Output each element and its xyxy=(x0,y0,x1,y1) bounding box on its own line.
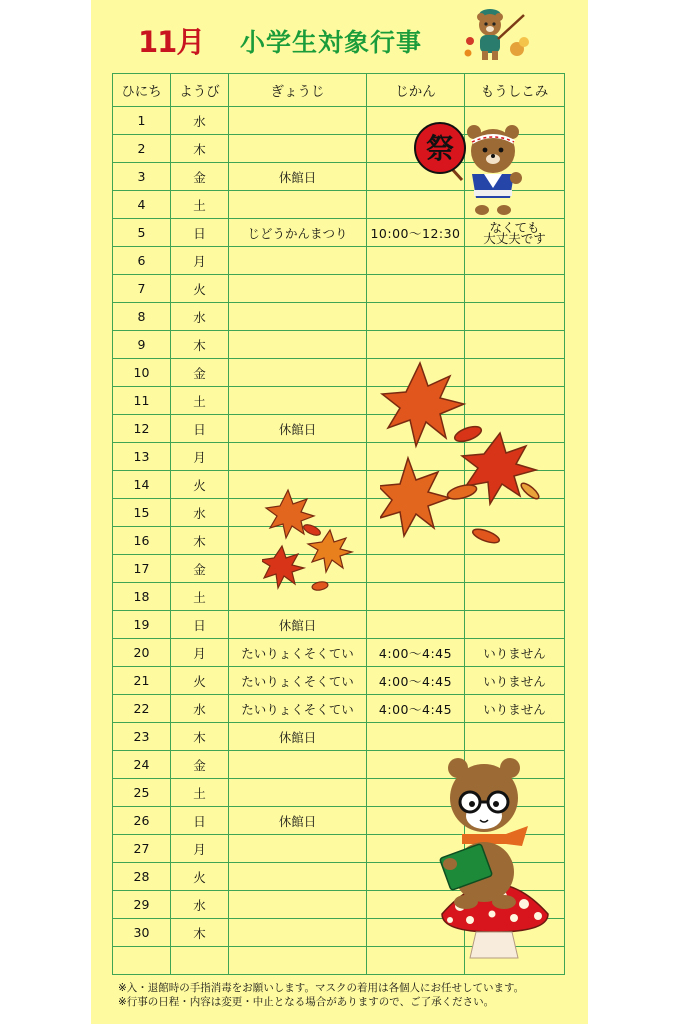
cell-weekday: 金 xyxy=(171,555,229,583)
cell-event xyxy=(229,247,367,275)
cell-day: 20 xyxy=(113,639,171,667)
cell-weekday: 水 xyxy=(171,695,229,723)
cell-day: 24 xyxy=(113,751,171,779)
cell-weekday: 木 xyxy=(171,527,229,555)
cell-day: 5 xyxy=(113,219,171,247)
cell-day: 30 xyxy=(113,919,171,947)
festival-sign-text: 祭 xyxy=(425,132,455,165)
cell-event xyxy=(229,359,367,387)
cell-event xyxy=(229,107,367,135)
cell-event: 休館日 xyxy=(229,807,367,835)
cell-weekday: 金 xyxy=(171,751,229,779)
cell-weekday: 金 xyxy=(171,163,229,191)
cell-event xyxy=(229,387,367,415)
cell-application xyxy=(465,331,565,359)
cell-time: 10:00～12:30 xyxy=(367,219,465,247)
cell-time: 4:00～4:45 xyxy=(367,667,465,695)
cell-event xyxy=(229,275,367,303)
note-hand-sanitize: ※入・退館時の手指消毒をお願いします。マスクの着用は各個人にお任せしています。 xyxy=(118,982,525,994)
cell-weekday: 日 xyxy=(171,807,229,835)
page-title: 小学生対象行事 xyxy=(240,28,423,57)
cell-event xyxy=(229,751,367,779)
table-row xyxy=(113,723,565,751)
cell-weekday: 土 xyxy=(171,583,229,611)
cell-day: 12 xyxy=(113,415,171,443)
bear-painter-icon xyxy=(462,5,534,67)
cell-weekday: 土 xyxy=(171,387,229,415)
cell-weekday: 火 xyxy=(171,863,229,891)
cell-day: 23 xyxy=(113,723,171,751)
cell-day: 3 xyxy=(113,163,171,191)
cell-day: 19 xyxy=(113,611,171,639)
cell-event: たいりょくそくてい xyxy=(229,639,367,667)
cell-weekday: 日 xyxy=(171,611,229,639)
cell-day: 26 xyxy=(113,807,171,835)
note-schedule-change: ※行事の日程・内容は変更・中止となる場合がありますので、ご了承ください。 xyxy=(118,996,495,1008)
cell-event xyxy=(229,779,367,807)
cell-weekday: 水 xyxy=(171,499,229,527)
cell-weekday: 火 xyxy=(171,275,229,303)
cell-weekday: 金 xyxy=(171,359,229,387)
cell-time xyxy=(367,247,465,275)
cell-weekday: 日 xyxy=(171,415,229,443)
cell-time xyxy=(367,275,465,303)
cell-weekday: 日 xyxy=(171,219,229,247)
cell-time xyxy=(367,555,465,583)
cell-weekday: 月 xyxy=(171,247,229,275)
column-header-event: ぎょうじ xyxy=(229,74,367,107)
table-row xyxy=(113,639,565,667)
cell-event: たいりょくそくてい xyxy=(229,695,367,723)
cell-event: じどうかんまつり xyxy=(229,219,367,247)
table-row xyxy=(113,611,565,639)
cell-day: 28 xyxy=(113,863,171,891)
cell-weekday: 土 xyxy=(171,779,229,807)
column-header-weekday: ようび xyxy=(171,74,229,107)
cell-day: 1 xyxy=(113,107,171,135)
cell-weekday: 木 xyxy=(171,919,229,947)
cell-weekday: 木 xyxy=(171,135,229,163)
table-row xyxy=(113,667,565,695)
cell-application: いりません xyxy=(465,639,565,667)
cell-event xyxy=(229,303,367,331)
cell-weekday: 月 xyxy=(171,443,229,471)
cell-application xyxy=(465,303,565,331)
cell-weekday: 土 xyxy=(171,191,229,219)
cell-event: たいりょくそくてい xyxy=(229,667,367,695)
cell-day: 8 xyxy=(113,303,171,331)
cell-day: 25 xyxy=(113,779,171,807)
cell-event xyxy=(229,191,367,219)
cell-day: 13 xyxy=(113,443,171,471)
cell-day: 27 xyxy=(113,835,171,863)
bear-reading-icon xyxy=(436,754,554,964)
cell-day: 21 xyxy=(113,667,171,695)
cell-application: なくても 大丈夫です xyxy=(465,219,565,247)
cell-weekday: 木 xyxy=(171,723,229,751)
cell-day: 14 xyxy=(113,471,171,499)
cell-day: 17 xyxy=(113,555,171,583)
cell-day: 4 xyxy=(113,191,171,219)
table-header-row xyxy=(113,74,565,107)
cell-weekday: 火 xyxy=(171,471,229,499)
cell-day: 9 xyxy=(113,331,171,359)
maple-leaves-icon xyxy=(380,358,545,548)
cell-event: 休館日 xyxy=(229,163,367,191)
table-row xyxy=(113,303,565,331)
cell-weekday: 月 xyxy=(171,835,229,863)
cell-weekday: 水 xyxy=(171,891,229,919)
cell-weekday: 木 xyxy=(171,331,229,359)
cell-weekday xyxy=(171,947,229,975)
cell-application xyxy=(465,247,565,275)
cell-time xyxy=(367,303,465,331)
cell-application: いりません xyxy=(465,695,565,723)
table-row xyxy=(113,275,565,303)
cell-time xyxy=(367,723,465,751)
cell-time xyxy=(367,583,465,611)
cell-time: 4:00～4:45 xyxy=(367,639,465,667)
column-header-time: じかん xyxy=(367,74,465,107)
cell-event: 休館日 xyxy=(229,611,367,639)
cell-day: 29 xyxy=(113,891,171,919)
cell-application xyxy=(465,723,565,751)
bear-festival-icon xyxy=(412,118,522,220)
cell-day: 18 xyxy=(113,583,171,611)
column-header-day: ひにち xyxy=(113,74,171,107)
table-row xyxy=(113,695,565,723)
table-row xyxy=(113,331,565,359)
cell-application xyxy=(465,275,565,303)
cell-event xyxy=(229,891,367,919)
cell-event xyxy=(229,919,367,947)
cell-application xyxy=(465,611,565,639)
cell-time xyxy=(367,331,465,359)
table-row xyxy=(113,247,565,275)
cell-application: いりません xyxy=(465,667,565,695)
month-title: 11月 xyxy=(138,25,205,59)
cell-event xyxy=(229,835,367,863)
cell-day: 7 xyxy=(113,275,171,303)
cell-day: 16 xyxy=(113,527,171,555)
cell-weekday: 水 xyxy=(171,107,229,135)
cell-day: 2 xyxy=(113,135,171,163)
column-header-application: もうしこみ xyxy=(465,74,565,107)
footer-notes xyxy=(118,981,524,1009)
cell-day xyxy=(113,947,171,975)
cell-day: 15 xyxy=(113,499,171,527)
cell-application xyxy=(465,583,565,611)
cell-weekday: 水 xyxy=(171,303,229,331)
cell-day: 22 xyxy=(113,695,171,723)
table-row xyxy=(113,219,565,247)
cell-weekday: 月 xyxy=(171,639,229,667)
cell-weekday: 火 xyxy=(171,667,229,695)
cell-day: 11 xyxy=(113,387,171,415)
cell-time: 4:00～4:45 xyxy=(367,695,465,723)
cell-event: 休館日 xyxy=(229,415,367,443)
cell-event: 休館日 xyxy=(229,723,367,751)
cell-event xyxy=(229,947,367,975)
maple-leaves-icon xyxy=(262,488,357,598)
cell-event xyxy=(229,331,367,359)
cell-day: 6 xyxy=(113,247,171,275)
cell-event xyxy=(229,863,367,891)
cell-event xyxy=(229,135,367,163)
cell-day: 10 xyxy=(113,359,171,387)
cell-application xyxy=(465,555,565,583)
cell-time xyxy=(367,611,465,639)
cell-event xyxy=(229,443,367,471)
